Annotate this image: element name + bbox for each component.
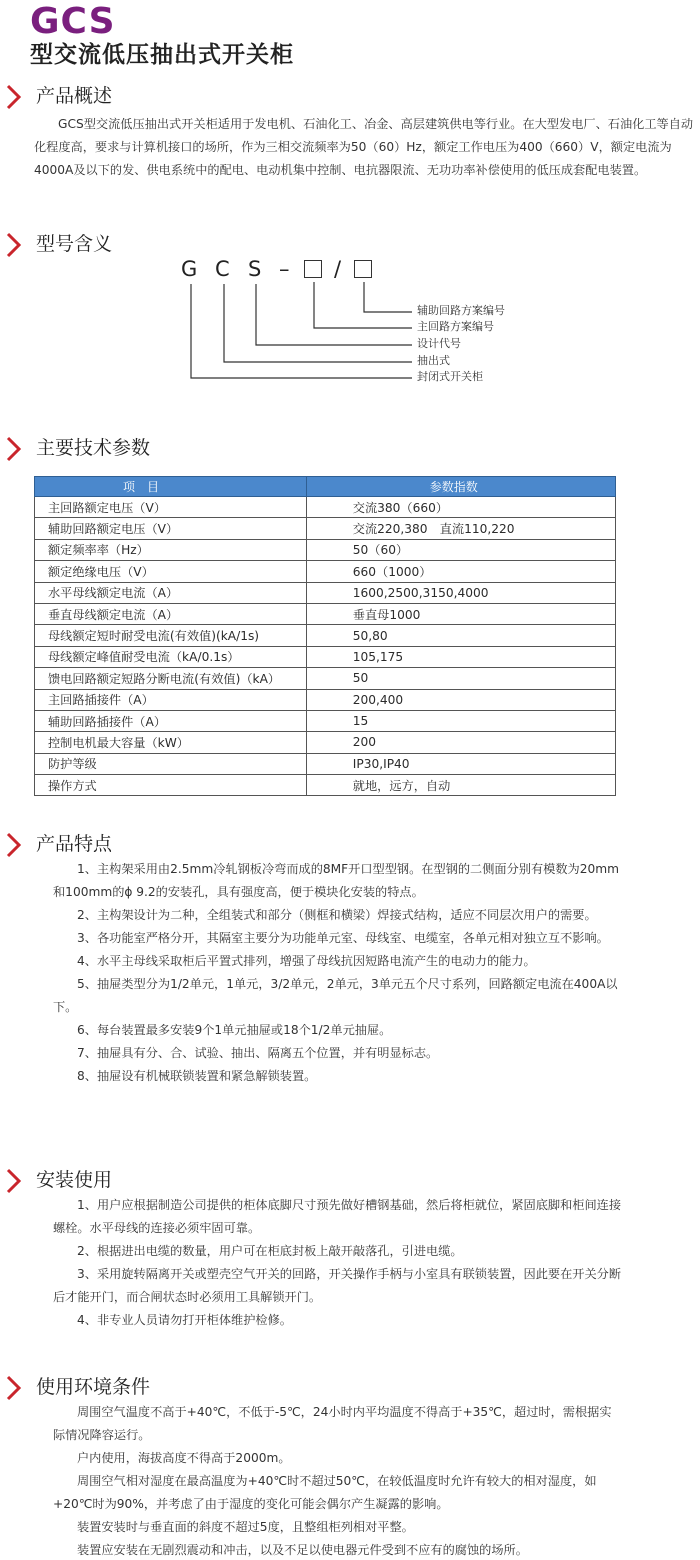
model-connector-lines [0,256,700,406]
install-list [55,1194,623,1332]
list-item: 户内使用，海拔高度不得高于2000m。 [77,1451,291,1465]
table-row [35,518,616,539]
param-value: 50,80 [306,625,615,646]
table-row [35,646,616,667]
table-row [35,732,616,753]
features-list [55,858,623,1088]
list-item: 8、抽屉设有机械联锁装置和紧急解锁装置。 [77,1069,317,1083]
param-value: 200 [306,732,615,753]
param-value: 50（60） [306,539,615,560]
chevron-right-icon [4,436,24,462]
section-header [0,82,700,112]
section-header [0,830,700,860]
table-row [35,775,616,796]
model-dash: – [279,257,290,281]
param-name: 额定绝缘电压（V） [35,561,307,582]
param-value: 1600,2500,3150,4000 [306,582,615,603]
page-title: 型交流低压抽出式开关柜 [30,42,294,68]
param-name: 操作方式 [35,775,307,796]
table-header-value: 参数指数 [306,477,615,497]
param-value: 垂直母1000 [306,603,615,624]
section-header [0,1166,700,1196]
list-item: 4、非专业人员请勿打开柜体维护检修。 [77,1313,292,1327]
list-item: 周围空气相对湿度在最高温度为+40℃时不超过50℃，在较低温度时允许有较大的相对湿度，如+20℃时为90%，并考虑了由于湿度的变化可能会偶尔产生凝露的影响。 [53,1474,597,1511]
table-row [35,497,616,518]
section-title: 产品概述 [36,85,113,107]
param-name: 辅助回路额定电压（V） [35,518,307,539]
list-item: 3、采用旋转隔离开关或塑壳空气开关的回路，开关操作手柄与小室具有联锁装置，因此要在开关分断后才能开门，而合闸状态时必须用工具解锁开门。 [53,1267,622,1304]
model-slash: / [334,257,342,281]
param-value: 交流380（660） [306,497,615,518]
list-item: 2、主构架设计为二种，全组装式和部分（侧框和横梁）焊接式结构，适应不同层次用户的需要。 [77,908,597,922]
model-label-aux: 辅助回路方案编号 [417,304,505,317]
model-letter-c: C [215,257,230,281]
section-title: 使用环境条件 [36,1376,151,1398]
chevron-right-icon [4,232,24,258]
param-value: 交流220,380 直流110,220 [306,518,615,539]
model-label-drawout: 抽出式 [417,354,450,367]
model-letter-s: S [248,257,262,281]
section-title: 安装使用 [36,1169,113,1191]
model-label-enclosed: 封闭式开关柜 [417,370,483,383]
model-label-main: 主回路方案编号 [417,320,494,333]
table-row [35,689,616,710]
section-header [0,1373,700,1403]
table-row [35,539,616,560]
param-value: 就地，远方，自动 [306,775,615,796]
list-item: 1、用户应根据制造公司提供的柜体底脚尺寸预先做好槽钢基础，然后将柜就位，紧固底脚和柜间连接螺栓。水平母线的连接必须牢固可靠。 [53,1198,622,1235]
param-name: 辅助回路插接件（A） [35,710,307,731]
param-name: 控制电机最大容量（kW） [35,732,307,753]
section-title: 产品特点 [36,833,113,855]
list-item: 6、每台装置最多安装9个1单元抽屉或18个1/2单元抽屉。 [77,1023,392,1037]
param-name: 额定频率率（Hz） [35,539,307,560]
param-value: 200,400 [306,689,615,710]
brand-logo-text: GCS [30,1,116,42]
param-name: 水平母线额定电流（A） [35,582,307,603]
param-name: 主回路额定电压（V） [35,497,307,518]
params-table [34,476,616,796]
overview-text: GCS型交流低压抽出式开关柜适用于发电机、石油化工、冶金、高层建筑供电等行业。在大型发电厂、石油化工等自动化程度高，要求与计算机接口的场所，作为三相交流频率为50（60）Hz，额定工作电压为400（660）V，额定电流为4000A及以下的发、供电系统中的配电、电动机集中控制、电抗器限流、无功功率补偿使用的低压成套配电装置。 [34,117,694,177]
param-value: 105,175 [306,646,615,667]
chevron-right-icon [4,832,24,858]
chevron-right-icon [4,84,24,110]
table-row [35,753,616,774]
table-header-item: 项 目 [35,477,307,497]
chevron-right-icon [4,1168,24,1194]
model-letter-g: G [181,257,198,281]
param-name: 母线额定峰值耐受电流（kA/0.1s） [35,646,307,667]
env-list [55,1401,623,1560]
list-item: 2、根据进出电缆的数量，用户可在柜底封板上敲开敲落孔，引进电缆。 [77,1244,463,1258]
table-row [35,668,616,689]
param-name: 防护等级 [35,753,307,774]
param-name: 馈电回路额定短路分断电流(有效值)（kA） [35,668,307,689]
param-name: 母线额定短时耐受电流(有效值)(kA/1s) [35,625,307,646]
list-item: 1、主构架采用由2.5mm冷轧钢板冷弯而成的8MF开口型型钢。在型钢的二侧面分别有模数为20mm和100mm的ϕ 9.2的安装孔，具有强度高，便于模块化安装的特点。 [53,862,619,899]
section-title: 型号含义 [36,233,113,255]
table-row [35,625,616,646]
table-row [35,582,616,603]
list-item: 4、水平主母线采取柜后平置式排列，增强了母线抗因短路电流产生的电动力的能力。 [77,954,536,968]
param-name: 垂直母线额定电流（A） [35,603,307,624]
model-label-design: 设计代号 [417,337,461,350]
table-row [35,603,616,624]
model-diagram [0,256,700,406]
param-value: 50 [306,668,615,689]
param-name: 主回路插接件（A） [35,689,307,710]
list-item: 5、抽屉类型分为1/2单元，1单元，3/2单元，2单元，3单元五个尺寸系列，回路额定电流在400A以下。 [53,977,618,1014]
table-row [35,710,616,731]
list-item: 3、各功能室严格分开，其隔室主要分为功能单元室、母线室、电缆室，各单元相对独立互不影响。 [77,931,609,945]
param-value: 15 [306,710,615,731]
list-item: 7、抽屉具有分、合、试验、抽出、隔离五个位置，并有明显标志。 [77,1046,439,1060]
table-row [35,561,616,582]
section-title: 主要技术参数 [36,437,151,459]
section-header [0,434,700,464]
chevron-right-icon [4,1375,24,1401]
param-value: 660（1000） [306,561,615,582]
list-item: 装置安装时与垂直面的斜度不超过5度，且整组柜列相对平整。 [77,1520,414,1534]
list-item: 装置应安装在无剧烈震动和冲击，以及不足以使电器元件受到不应有的腐蚀的场所。 [77,1543,528,1557]
param-value: IP30,IP40 [306,753,615,774]
list-item: 周围空气温度不高于+40℃，不低于-5℃，24小时内平均温度不得高于+35℃，超过时，需根据实际情况降容运行。 [53,1405,612,1442]
table-header-row [35,477,616,497]
